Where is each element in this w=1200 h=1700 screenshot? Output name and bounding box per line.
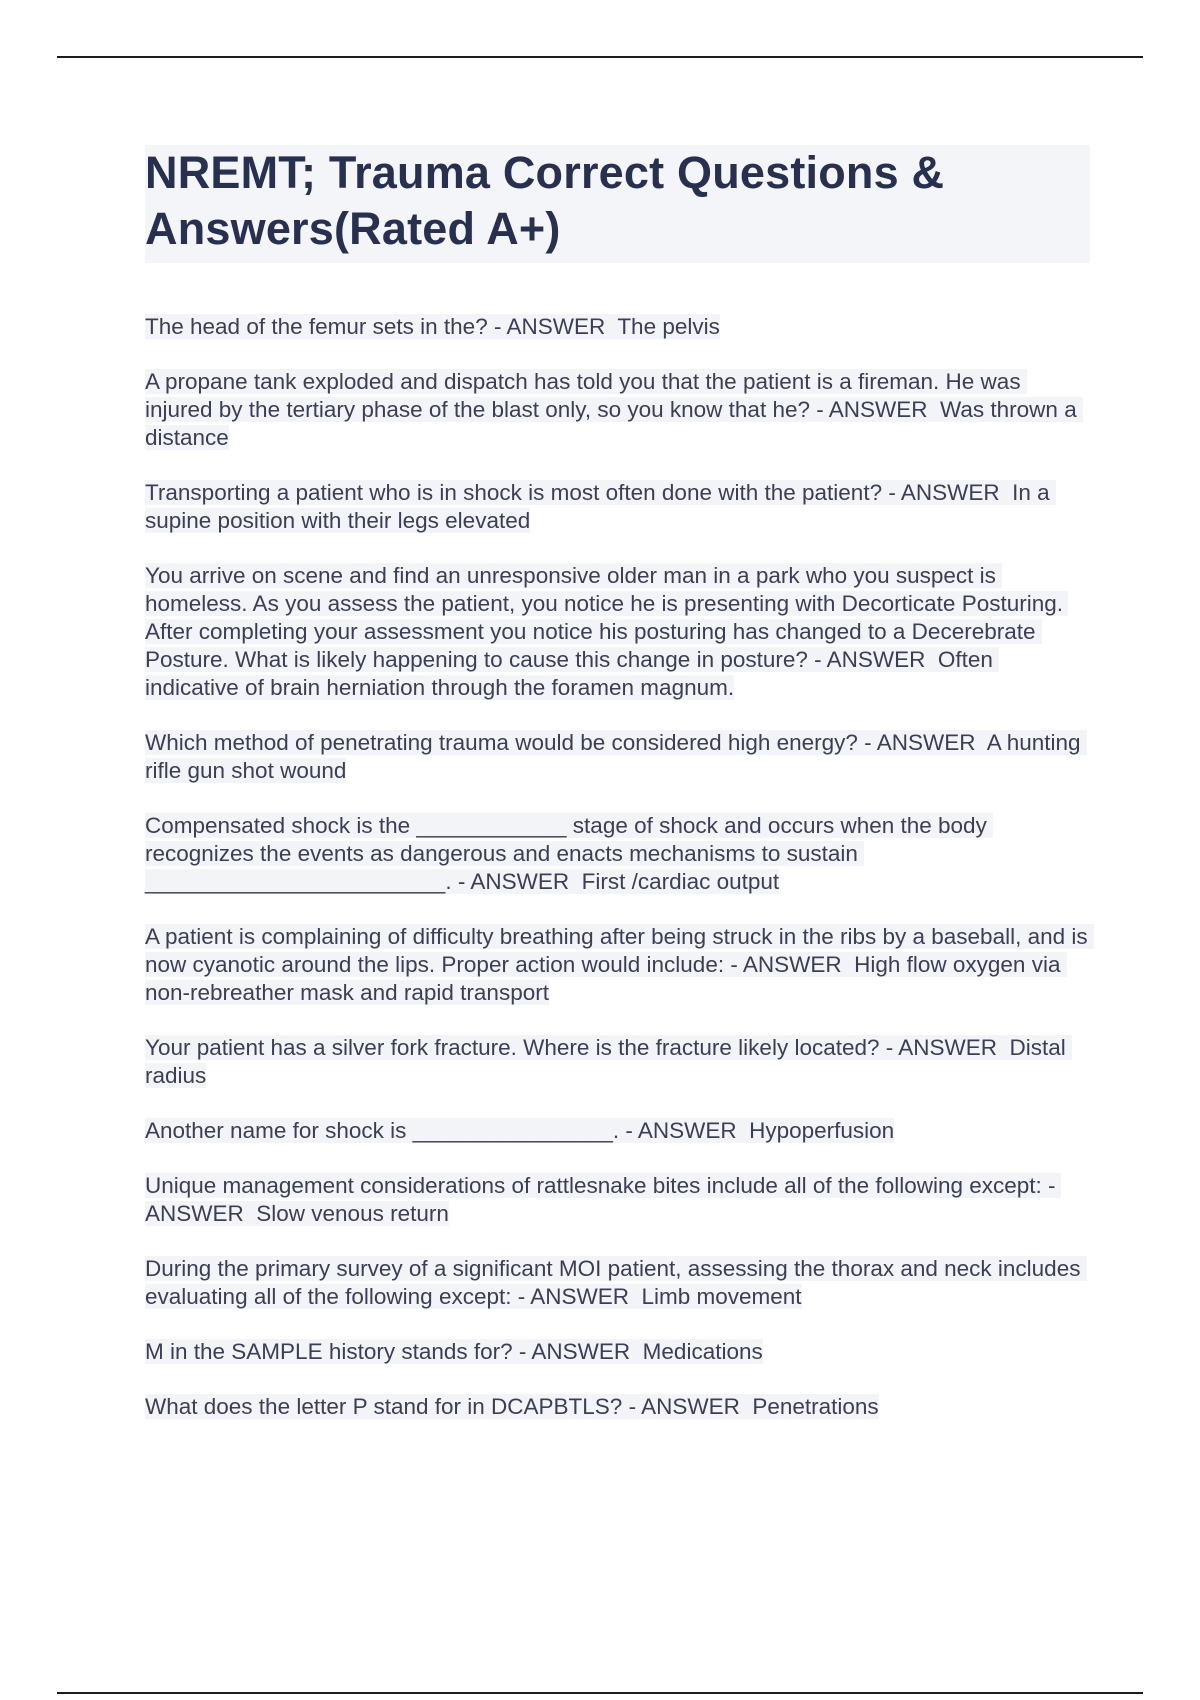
qa-text: Transporting a patient who is in shock is most often done with the patient? - ANSWER In a supine position with their legs elevated bbox=[145, 480, 1056, 533]
qa-list bbox=[145, 313, 1094, 1421]
qa-item bbox=[145, 1034, 1090, 1090]
qa-text: Unique management considerations of rattlesnake bites include all of the following except: - ANSWER Slow venous return bbox=[145, 1173, 1061, 1226]
top-rule bbox=[57, 56, 1143, 58]
qa-text: Your patient has a silver fork fracture. Where is the fracture likely located? - ANSWER Distal radius bbox=[145, 1035, 1073, 1088]
bottom-rule bbox=[57, 1692, 1143, 1694]
document-body bbox=[145, 145, 1094, 1448]
qa-item bbox=[145, 1393, 1090, 1421]
qa-text: Compensated shock is the ____________ stage of shock and occurs when the body recognizes the events as dangerous and enacts mechanisms to sustain ________________________. - ANSWER First /cardiac output bbox=[145, 813, 994, 894]
qa-item bbox=[145, 479, 1090, 535]
qa-text: What does the letter P stand for in DCAPBTLS? - ANSWER Penetrations bbox=[145, 1394, 879, 1419]
qa-text: You arrive on scene and find an unresponsive older man in a park who you suspect is homeless. As you assess the patient, you notice he is presenting with Decorticate Posturing. After completing your assessment you notice his posturing has changed to a Decerebrate Posture. What is likely happening to cause this change in posture? - ANSWER Often indicative of brain herniation through the foramen magnum. bbox=[145, 563, 1069, 700]
qa-item bbox=[145, 812, 1090, 896]
qa-item bbox=[145, 1117, 1090, 1145]
title-block bbox=[145, 145, 1090, 263]
qa-item bbox=[145, 1172, 1090, 1228]
qa-text: Which method of penetrating trauma would be considered high energy? - ANSWER A hunting rifle gun shot wound bbox=[145, 730, 1087, 783]
qa-text: The head of the femur sets in the? - ANSWER The pelvis bbox=[145, 314, 720, 339]
qa-item bbox=[145, 368, 1090, 452]
qa-item bbox=[145, 1338, 1090, 1366]
document-title: NREMT; Trauma Correct Questions & Answers(Rated A+) bbox=[145, 147, 945, 254]
qa-item bbox=[145, 923, 1094, 1007]
qa-text: A patient is complaining of difficulty breathing after being struck in the ribs by a baseball, and is now cyanotic around the lips. Proper action would include: - ANSWER High flow oxygen via non-rebreather mask and rapid transport bbox=[145, 924, 1094, 1005]
qa-item bbox=[145, 1255, 1090, 1311]
qa-item bbox=[145, 562, 1090, 702]
qa-item bbox=[145, 313, 1090, 341]
qa-text: A propane tank exploded and dispatch has told you that the patient is a fireman. He was injured by the tertiary phase of the blast only, so you know that he? - ANSWER Was thrown a distance bbox=[145, 369, 1083, 450]
qa-text: Another name for shock is ________________. - ANSWER Hypoperfusion bbox=[145, 1118, 895, 1143]
qa-text: During the primary survey of a significant MOI patient, assessing the thorax and neck includes evaluating all of the following except: - ANSWER Limb movement bbox=[145, 1256, 1087, 1309]
qa-text: M in the SAMPLE history stands for? - ANSWER Medications bbox=[145, 1339, 763, 1364]
qa-item bbox=[145, 729, 1090, 785]
